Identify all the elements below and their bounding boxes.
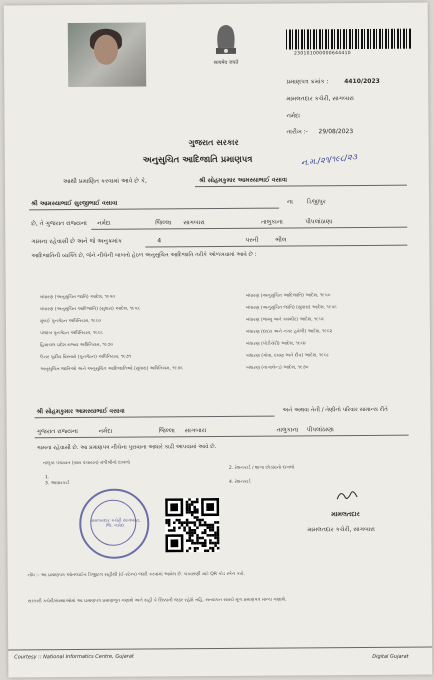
taluka-label-2: તાલુકાના: [276, 426, 299, 434]
note-1: નોંધ :- આ પ્રમાણપત્ર ઓનલાઈન ડિજીટલ સહીથી (ઈ-સ્ટેમ્પ) જારી કરવામાં આવેલ છે. ચકાસણી માટે QR કોડ સ્કેન કરો.: [27, 571, 245, 579]
state-emblem-icon: [206, 18, 246, 76]
taluka-value: સાગબારા: [183, 219, 205, 227]
signatory-office: મામલતદાર કચેરી, સાગબારા: [307, 525, 375, 534]
family-text: અને અથવા તેની / તેણીનો પરિવાર સામાન્ય રીતે: [282, 406, 388, 414]
certificate-title: અનુસુચિત આદિજાતિ પ્રમાણપત્ર: [142, 154, 253, 166]
order-left: બંધારણ (અનુસુચિત આદિજાતિ) (સુધારા) આદેશ, ૧૯૫૬: [39, 306, 141, 313]
doc-item: 1.: [44, 475, 50, 481]
underline: [145, 245, 407, 248]
note-2: સરકારી કચેરી/સંસ્થાઓમાં આ પ્રમાણપત્ર પ્રમાણભૂત ગણાશે અને સહી કે સિક્કાની જરૂર રહેશે નહિ. સત્યાપન સમયે મૂળ પ્રમાણપત્ર માન્ય ગણાશે.: [27, 597, 287, 605]
barcode: [286, 29, 412, 50]
intro-text: આથી પ્રમાણિત કરવામાં આવે છે કે,: [62, 177, 147, 186]
section-number: 4: [157, 237, 162, 245]
doc-item: 2. રેશનકાર્ડ / શાળા છોડ્યાનો દાખલો: [228, 465, 295, 471]
certificate-paper: [4, 3, 433, 678]
date-label: તારીખ :-: [286, 128, 308, 136]
applicant-name: શ્રી સોહમકુમાર આમસ્યાભાઈ વસાવા: [198, 176, 288, 185]
order-right: બંધારણ (અનુસુચિત આદિજાતિ) આદેશ, ૧૯૫૦: [245, 293, 331, 299]
taluka-value-2: સાગબારા: [184, 427, 207, 435]
place-separator: ના: [287, 198, 294, 206]
underline: [195, 185, 407, 187]
docs-title: તાલુકા પંચાયત (ગ્રામ પંચાયત) મંત્રીશ્રીનો દાખલો: [42, 460, 130, 467]
applicant-photo: [68, 22, 146, 87]
cert-no: 4410/2023: [344, 77, 380, 86]
order-left: મુંબઈ પુનર્ગઠન અધિનિયમ, ૧૯૬૦: [39, 318, 102, 325]
handwritten-number: ન.મ./૨૧/૧૯૮/૨૩: [300, 152, 358, 168]
gov-title: ગુજરાત સરકાર: [188, 137, 239, 148]
qr-code[interactable]: [165, 498, 219, 552]
footer-credit: Courtesy :: National Informatics Centre, Gujarat: [14, 653, 134, 661]
doc-item: 4. રેશનકાર્ડ: [228, 479, 251, 485]
district-label: જિલ્લા: [155, 219, 172, 227]
district-value: નર્મદા: [97, 219, 111, 227]
order-right: બંધારણ (પોંડીચેરી) આદેશ, ૧૯૬૪: [246, 341, 306, 347]
state-label: છે, તે ગુજરાત રાજ્યના: [31, 219, 87, 228]
signatory-role: મામલતદાર: [331, 510, 360, 519]
office-seal: [79, 488, 149, 558]
order-left: અનુસુચિત જાતિઓ અને અનુસુચિત આદિજાતિઓ (સુધારા) અધિનિયમ, ૧૯૭૬: [40, 366, 183, 373]
svg-text:सत्यमेव जयते: सत्यमेव जयते: [213, 59, 239, 67]
district-label-2: જિલ્લા: [158, 427, 175, 435]
underline: [35, 416, 275, 419]
resident-text: ગામના રહેવાસી છે. આ પ્રમાણપત્ર નીચેના પુરાવાના આધારે કાઢી આપવામાં આવે છે.: [36, 444, 217, 452]
cert-no-label: પ્રમાણપત્ર ક્રમાંક :: [286, 78, 329, 86]
village-caption: ડિજીપુર: [307, 198, 326, 206]
doc-item: 3. આધારકાર્ડ: [44, 481, 70, 487]
district-name: નર્મદા: [286, 112, 300, 120]
section-mid: પરની: [245, 236, 259, 244]
district-value-2: નર્મદા: [98, 427, 113, 435]
state-row-2: ગુજરાત રાજ્યના: [36, 427, 79, 436]
order-right: બંધારણ (જમ્મુ અને કાશ્મીર) આદેશ, ૧૯૫૬: [245, 317, 325, 323]
seal-text: મામલતદાર કચેરી સાગબારા, જિ. નર્મદા: [89, 518, 141, 529]
village-value-2: પીપલાંઠાણા: [306, 426, 334, 434]
footer-rule: [8, 647, 432, 651]
underline: [29, 208, 279, 211]
section-text: ગામના રહેવાસી છે અને જે અનુક્રમાંક: [31, 237, 123, 246]
village-value: પીપલાંઠાણા: [305, 218, 333, 226]
tribe-statement: આદિજાતિની વ્યક્તિ છે, જેને નીચેની બાબતો હેઠળ અનુસુચિત આદિજાતિ તરીકે ઓળખવામાં આવે છે :: [31, 251, 257, 260]
footer-brand: Digital Gujarat: [372, 653, 409, 660]
order-right: બંધારણ (દાદરા અને નગર હવેલી) આદેશ, ૧૯૬૨: [245, 329, 333, 335]
underline: [91, 227, 407, 230]
father-name: શ્રી આમસ્યાભાઈ સુરજીભાઈ વસાવા: [31, 199, 118, 208]
issue-date: 29/08/2023: [318, 128, 354, 136]
order-right: બંધારણ (અનુસુચિત જાતિ) (સુધારા) આદેશ, ૧૯૫૬: [245, 305, 337, 311]
order-left: બંધારણ (અનુસુચિત જાતિ) આદેશ, ૧૯૫૦: [39, 294, 116, 301]
signature-mark: [333, 487, 363, 505]
order-left: ઉત્તર પૂર્વીય વિસ્તારો (પુનર્ગઠન) અધિનિયમ, ૧૯૭૧: [40, 354, 132, 361]
barcode-text: 230101000000644410: [293, 51, 351, 57]
tribe-name: ભીલ: [275, 236, 287, 244]
order-left: પંજાબ પુનર્ગઠન અધિનિયમ, ૧૯૬૬: [39, 330, 103, 337]
order-left: હિમાચલ પ્રદેશ રાજ્ય અધિનિયમ, ૧૯૭૦: [40, 342, 114, 349]
order-right: બંધારણ (નાગાલેન્ડ) આદેશ, ૧૯૭૦: [246, 365, 309, 371]
underline: [35, 435, 409, 439]
applicant-name-2: શ્રી સોહમકુમાર આમસ્યાભાઈ વસાવા: [36, 407, 125, 416]
taluka-label: તાલુકાના: [261, 218, 283, 226]
order-right: બંધારણ (ગોવા, દમણ અને દીવ) આદેશ, ૧૯૬૮: [246, 353, 329, 359]
office-name: મામલતદાર કચેરી, સાગબારા: [286, 95, 354, 103]
